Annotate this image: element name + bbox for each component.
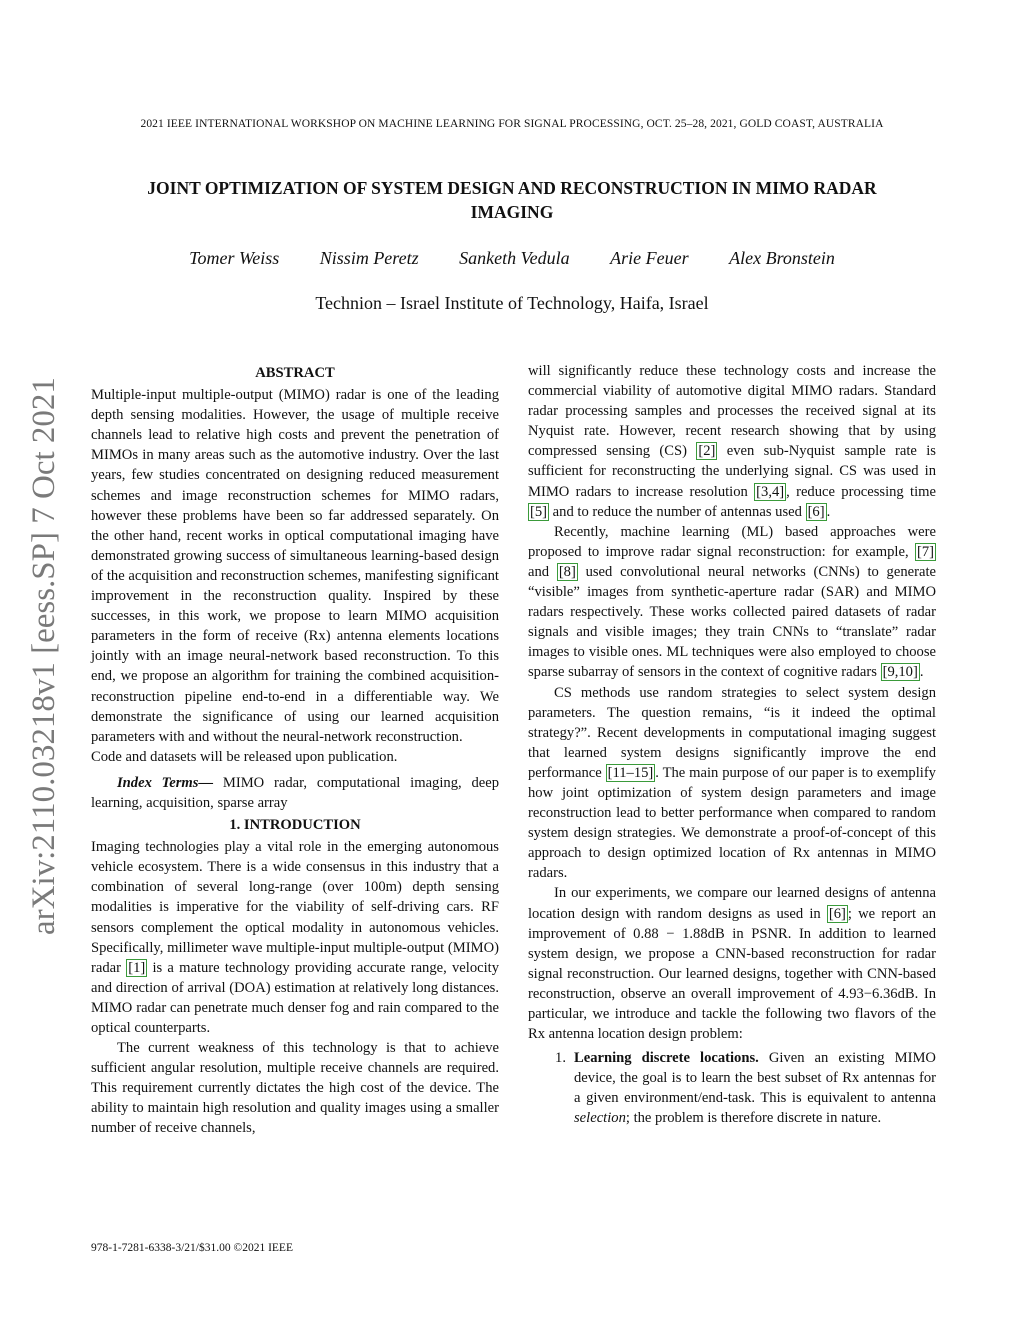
citation-link[interactable]: [9,10] xyxy=(882,664,918,681)
right-paragraph-3: CS methods use random strategies to select system design parameters. The question remains, “is it indeed the optimal strategy?”. Recent developments in computational imaging suggest that learned system designs significantly improve the end performance [11–15] . The main purpose of our paper is to exemplify how joint optimization of system design parameters and image reconstruction lead to better performance when compared to random system design strategies. We demonstrate a proof-of-concept of this approach to design optimized location of Rx antennas in MIMO radars. xyxy=(528,684,936,882)
citation-link[interactable]: [6] xyxy=(828,905,846,922)
citation-link[interactable]: [11–15] xyxy=(607,764,654,781)
arxiv-side-stamp: arXiv:2110.03218v1 [eess.SP] 7 Oct 2021 xyxy=(26,377,62,935)
right-paragraph-4: In our experiments, we compare our learned designs of antenna location design with random designs as used in [6] ; we report an improvement of 0.88 − 1.88dB in PSNR. In addition to learned system design, we propose a CNN-based reconstruction for radar signal reconstruction. Our learned designs, together with CNN-based reconstruction, observe an overall improvement of 4.93−6.36dB. In particular, we introduce and tackle the following two flavors of the Rx antenna location design problem: xyxy=(528,885,936,1043)
author: Arie Feuer xyxy=(610,248,689,268)
index-terms xyxy=(91,773,499,813)
title-line-2: IMAGING xyxy=(470,202,554,222)
right-column xyxy=(528,361,936,1129)
index-terms-label: Index Terms— xyxy=(117,774,214,791)
abstract-text: Multiple-input multiple-output (MIMO) radar is one of the leading depth sensing modalities. However, the usage of multiple receive channels lead to relative high costs and prevent the penetration of MIMOs in many areas such as the automotive industry. Over the last years, few studies concentrated on designing reduced measurement schemes and image reconstruction schemes for MIMO radars, however these problems have been so far addressed separately. On the other hand, recent works in optical computational imaging have demonstrated growing success of simultaneous learning-based design of the acquisition and reconstruction schemes, manifesting significant improvement in the reconstruction quality. Inspired by these successes, in this work, we propose to learn MIMO acquisition parameters in the form of receive (Rx) antenna elements locations jointly with an image neural-network based reconstruction. To this end, we propose an algorithm for training the combined acquisition-reconstruction pipeline end-to-end in a differentiable way. We demonstrate the significance of using our learned acquisition parameters with and without the neural-network reconstruction. xyxy=(91,387,499,745)
intro-heading: 1. INTRODUCTION xyxy=(229,817,361,834)
abstract-heading: ABSTRACT xyxy=(255,365,335,381)
author: Sanketh Vedula xyxy=(459,248,570,268)
list-item-body: Learning discrete locations. Given an existing MIMO device, the goal is to learn the best subset of Rx antennas for a given environment/end-task. This is equivalent to antenna selection; the problem is therefore discrete in nature. xyxy=(574,1050,936,1127)
index-terms-text: MIMO radar, computational imaging, deep learning, acquisition, sparse array xyxy=(91,774,499,811)
author: Nissim Peretz xyxy=(319,248,419,268)
right-paragraph-2: Recently, machine learning (ML) based approaches were proposed to improve radar signal reconstruction: for example, [7] and [8] used convolutional neural networks (CNNs) to generate “visible” images from synthetic-aperture radar (SAR) and MIMO radars respectively. These works collected paired datasets of radar signals and visible images; they train CNNs to “translate” radar images to visible ones. ML techniques were also employed to choose sparse subarray of sensors in the context of cognitive radars [9,10] . xyxy=(528,523,936,681)
title-line-1: JOINT OPTIMIZATION OF SYSTEM DESIGN AND RECONSTRUCTION IN MIMO RADAR xyxy=(147,178,877,198)
citation-link[interactable]: [3,4] xyxy=(756,483,785,500)
right-paragraph-1: will significantly reduce these technology costs and increase the commercial viability of automotive digital MIMO radars. Standard radar processing samples and processes the received signal at its Nyquist rate. However, recent research showing that by using compressed sensing (CS) [2] even sub-Nyquist sample rate is sufficient for reconstructing the underlying signal. CS was used in MIMO radars to increase resolution [3,4] , reduce processing time [5] and to reduce the number of antennas used [6] . xyxy=(528,363,936,520)
author: Alex Bronstein xyxy=(729,248,835,268)
code-note: Code and datasets will be released upon publication. xyxy=(91,748,398,765)
citation-link[interactable]: [8] xyxy=(558,563,576,580)
left-column xyxy=(91,361,499,1139)
conference-header: 2021 IEEE INTERNATIONAL WORKSHOP ON MACHINE LEARNING FOR SIGNAL PROCESSING, OCT. 25–28, 2021, GOLD COAST, AUSTRALIA xyxy=(140,118,884,130)
citation-link[interactable]: [7] xyxy=(916,543,934,560)
citation-link[interactable]: [1] xyxy=(128,959,146,976)
list-item xyxy=(528,1048,936,1128)
citation-link[interactable]: [2] xyxy=(698,443,716,460)
affiliation: Technion – Israel Institute of Technology, Haifa, Israel xyxy=(315,293,709,313)
author-list xyxy=(0,248,1024,269)
author: Tomer Weiss xyxy=(189,248,280,268)
intro-paragraph-2: The current weakness of this technology is that to achieve sufficient angular resolution, multiple receive channels are required. This requirement currently dictates the high cost of the device. The ability to maintain high resolution and quality images using a smaller number of receive channels, xyxy=(91,1040,499,1137)
intro-paragraph-1: Imaging technologies play a vital role in the emerging autonomous vehicle ecosystem. There is a wide consensus in this industry that a combination of several long-range (over 100m) depth sensing modalities is imperative for the viability of self-driving cars. RF sensors complement the optical modality in autonomous vehicles. Specifically, millimeter wave multiple-input multiple-output (MIMO) radar [1] is a mature technology providing accurate range, velocity and direction of arrival (DOA) estimation at relatively long distances. MIMO radar can penetrate much denser fog and rain compared to the optical counterparts. xyxy=(91,839,499,1036)
citation-link[interactable]: [6] xyxy=(807,503,825,520)
paper-title xyxy=(80,176,944,224)
copyright-footer: 978-1-7281-6338-3/21/$31.00 ©2021 IEEE xyxy=(91,1242,293,1254)
list-item-number: 1. xyxy=(555,1050,566,1067)
citation-link[interactable]: [5] xyxy=(530,503,548,520)
